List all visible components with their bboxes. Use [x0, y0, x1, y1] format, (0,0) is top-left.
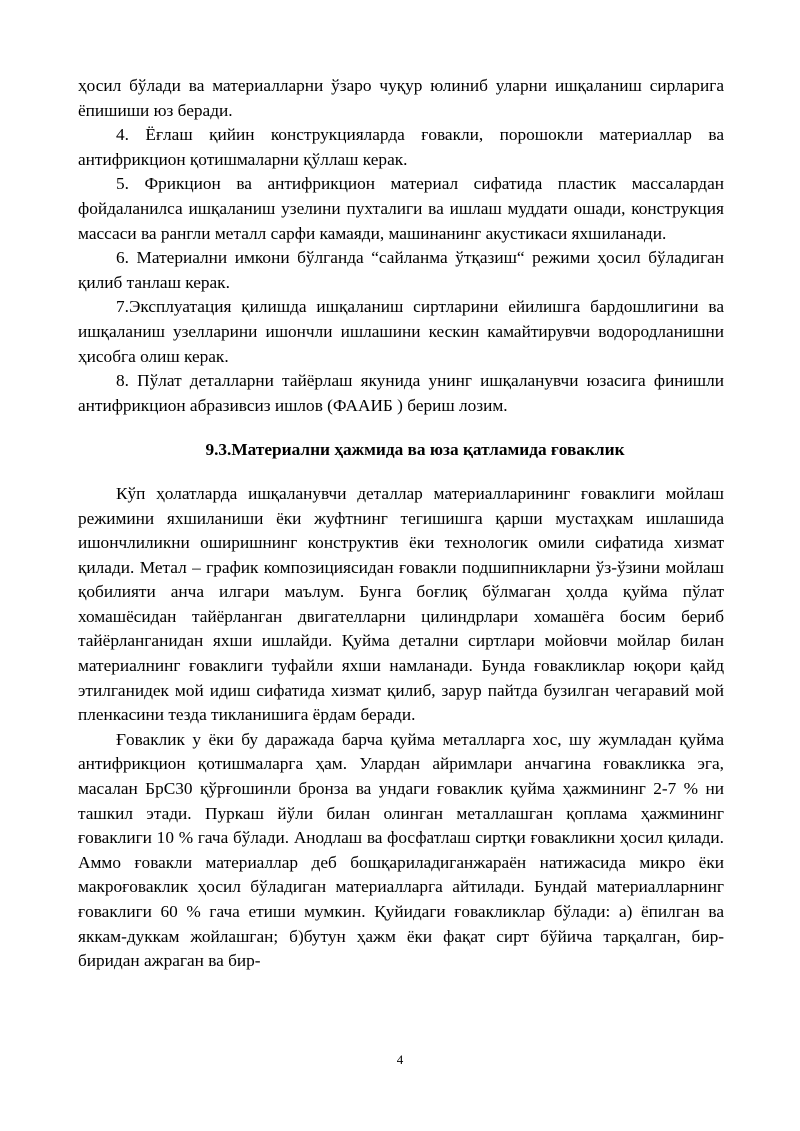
paragraph-item-6: 6. Материални имкони бўлганда “сайланма ўтқазиш“ режими ҳосил бўладиган қилиб танлаш керак. [78, 248, 724, 292]
paragraph-item-5: 5. Фрикцион ва антифрикцион материал сифатида пластик массалардан фойдаланилса ишқаланиш узелини пухталиги ва ишлаш муддати ошади, конструкция массаси ва рангли металл сарфи камаяди, машинанинг акустикаси яхшиланади. [78, 174, 724, 243]
section-heading: 9.3.Материални ҳажмида ва юза қатламида ғоваклик [205, 440, 625, 460]
paragraph-item-7: 7.Эксплуатация қилишда ишқаланиш сиртларини ейилишга бардошлигини ва ишқаланиш узелларини ишончли ишлашини кескин камайтирувчи водородланишни ҳисобга олиш керак. [78, 297, 724, 366]
paragraph-continuation: ҳосил бўлади ва материалларни ўзаро чуқур юлиниб уларни ишқаланиш сирларига ёпишиши юз беради. [78, 76, 724, 120]
page-content [78, 74, 724, 974]
paragraph-item-8: 8. Пўлат деталларни тайёрлаш якунида унинг ишқаланувчи юзасига финишли антифрикцион абразивсиз ишлов (ФААИБ ) бериш лозим. [78, 371, 724, 415]
paragraph-item-4: 4. Ёғлаш қийин конструкцияларда ғовакли, порошокли материаллар ва антифрикцион қотишмаларни қўллаш керак. [78, 125, 724, 169]
paragraph-porosity-intro: Кўп ҳолатларда ишқаланувчи деталлар материалларининг ғоваклиги мойлаш режимини яхшиланиши ёки жуфтнинг тегишишга қарши мустаҳкам ишлашида ишончлиликни оширишнинг конструктив ёки технологик омили сифатида хизмат қилади. Метал – график композициясидан ғовакли подшипникларни ўз-ўзини мойлаш қобилияти анча илгари маълум. Бунга боғлиқ бўлмаган ҳолда қуйма пўлат хомашёсидан тайёрланган двигателларни цилиндрлари хомашёга босим бериб тайёрланганидан яхши ишлайди. Қуйма детални сиртлари мойовчи мойлар билан материалнинг ғоваклиги туфайли яхши намланади. Бунда ғовакликлар юқори қайд этилганидек мой идиш сифатида хизмат қилиб, зарур пайтда бузилган чегаравий мой пленкасини тезда тикланишига ёрдам беради. [78, 483, 724, 725]
paragraph-porosity-details: Ғоваклик у ёки бу даражада барча қуйма металларга хос, шу жумладан қуйма антифрикцион қотишмаларга ҳам. Улардан айримлари анчагина ғовакликка эга, масалан БрС30 қўрғошинли бронза ва ундаги ғоваклик қуйма ҳажмининг 2-7 % ни ташкил этади. Пуркаш йўли билан олинган металлашган қоплама ҳажмининг ғоваклиги 10 % гача бўлади. Анодлаш ва фосфатлаш сиртқи ғовакликни ҳосил қилади. Аммо ғовакли материаллар деб бошқариладиганжараён натижасида микро ёки макроғоваклик ҳосил бўладиган материалларга айтилади. Бундай материалларнинг ғоваклиги 60 % гача етиши мумкин. Қуйидаги ғовакликлар бўлади: а) ёпилган ва яккам-дуккам жойлашган; б)бутун ҳажм ёки фақат сирт бўйича тарқалган, бир-биридан ажраган ва бир- [78, 729, 724, 971]
page-number: 4 [396, 1052, 404, 1067]
